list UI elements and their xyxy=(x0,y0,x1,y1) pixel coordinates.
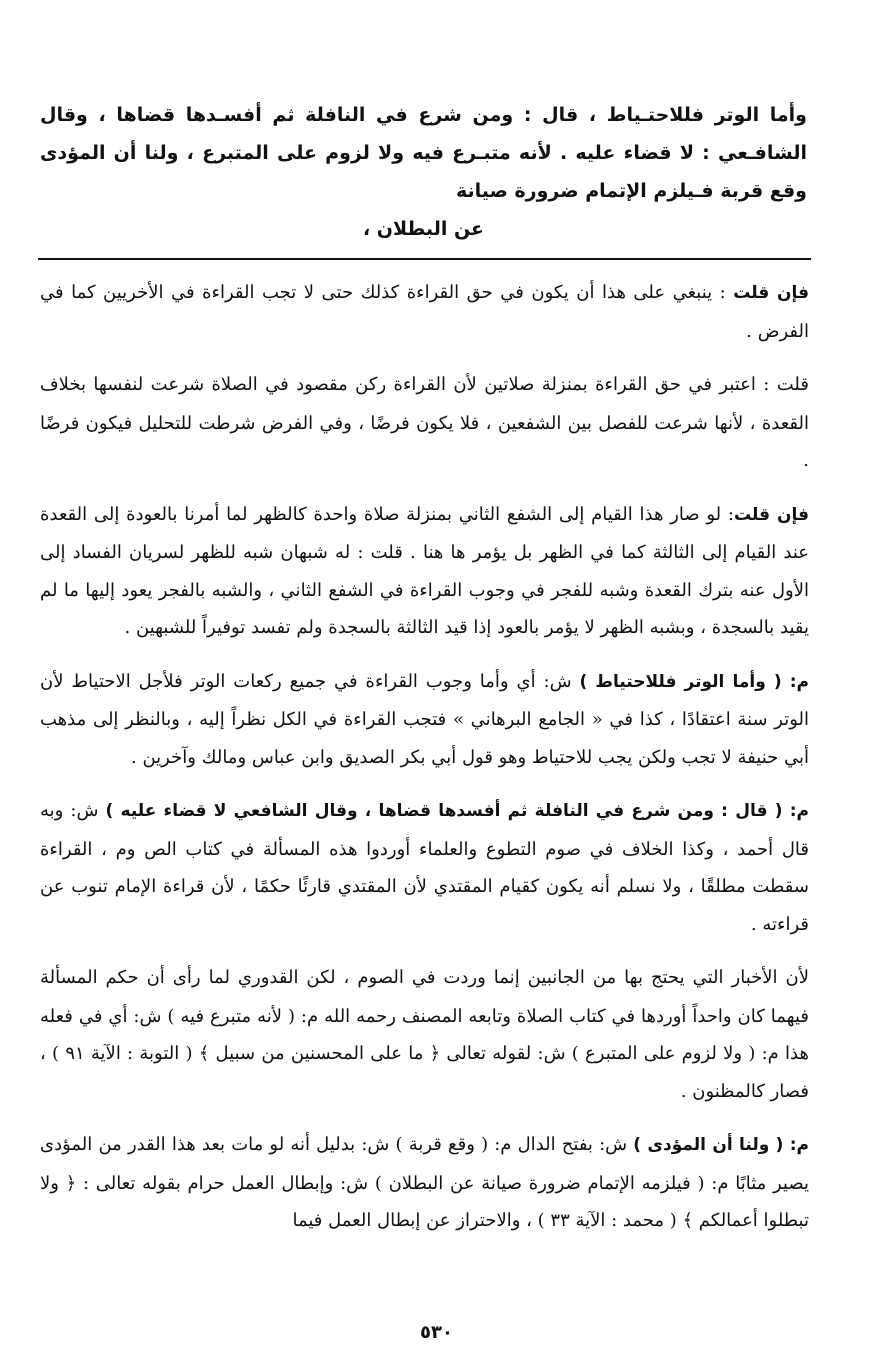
paragraph-text: لأن الأخبار التي يحتج بها من الجانبين إنما وردت في الصوم ، لكن القدوري لما رأى أن حكم المسألة فيهما كان واحداً أوردها في كتاب الصلاة وتابعه المصنف رحمه الله م: ( لأنه متبرع فيه ) ش: أي في فعله هذا م: ( ولا لزوم على المتبرع ) ش: لقوله تعالى ﴿ ما على المحسنين من سبيل ﴾ ( التوبة : الآية ٩١ ) ، فصار كالمظنون . xyxy=(40,967,809,1102)
paragraph-lead: م: ( قال : ومن شرع في النافلة ثم أفسدها قضاها ، وقال الشافعي لا قضاء عليه ) xyxy=(105,801,809,821)
paragraph-lead: م: ( ولنا أن المؤدى ) xyxy=(633,1135,809,1155)
paragraph-lead: فإن قلت xyxy=(733,283,809,303)
commentary-paragraph xyxy=(38,1126,811,1240)
commentary-paragraph xyxy=(38,792,811,943)
paragraph-text: : ينبغي على هذا أن يكون في حق القراءة كذلك حتى لا تجب القراءة في الأخريين كما في الفرض . xyxy=(40,282,809,342)
commentary-paragraph xyxy=(38,366,811,480)
paragraph-text: ش: وبه قال أحمد ، وكذا الخلاف في صوم التطوع والعلماء أوردوا هذه المسألة في كتاب الص وم ، القراءة سقطت مطلقًا ، ولا نسلم أنه يكون كقيام المقتدي لأن المقتدي قارئًا حكمًا ، لأن قراءة الإمام تنوب عن قراءته . xyxy=(40,800,809,935)
main-text-body: وأما الوتر فللاحتـياط ، قال : ومن شرع في النافلة ثم أفسـدها قضاها ، وقال الشافـعي : لا قضاء عليه . لأنه متبـرع فيه ولا لزوم على المتبرع ، ولنا أن المؤدى وقع قربة فـيلزم الإتمام ضرورة صيانة xyxy=(40,104,807,202)
paragraph-lead: م: ( وأما الوتر فللاحتياط ) xyxy=(579,671,809,692)
paragraph-text: قلت : اعتبر في حق القراءة بمنزلة صلاتين لأن القراءة ركن مقصود في الصلاة شرعت لنفسها بخلاف القعدة ، لأنها شرعت للفصل بين الشفعين ، فلا يكون فرضًا ، وفي الفرض شرطت للتحليل فيكون فرضًا . xyxy=(40,374,809,471)
book-page xyxy=(38,96,811,1356)
paragraph-text: ش: أي وأما وجوب القراءة في جميع ركعات الوتر فلأجل الاحتياط لأن الوتر سنة اعتقادًا ، كذا في « الجامع البرهاني » فتجب القراءة في الكل نظراً إليه ، وبالنظر إلى مذهب أبي حنيفة لا تجب ولكن يجب للاحتياط وهو قول أبي بكر الصديق وابن عباس ومالك وآخرين . xyxy=(40,670,809,768)
commentary-paragraph xyxy=(38,496,811,647)
commentary-paragraph xyxy=(38,274,811,350)
paragraph-text: : لو صار هذا القيام إلى الشفع الثاني بمنزلة صلاة واحدة كالظهر لما أمرنا بالعودة إلى القعدة عند القيام إلى الثالثة كما في الظهر بل يؤمر ها هنا . قلت : له شبهان شبه للظهر لسريان الفساد إلى الأول عنه بترك القعدة وشبه للفجر في وجوب القراءة في الشفع الثاني ، والشبه بالفجر يعود إليها ما لم يقيد بالسجدة ، وبشبه الظهر لا يؤمر بالعود إذا قيد الثالثة بالسجدة ولم تفسد توفيراً للشبهين . xyxy=(40,503,809,638)
main-text-last-line: عن البطلان ، xyxy=(362,218,485,240)
paragraph-lead: فإن قلت xyxy=(733,504,809,525)
page-number: ٥٣٠ xyxy=(420,1322,453,1343)
commentary-paragraph xyxy=(38,959,811,1110)
paragraph-text: ش: بفتح الدال م: ( وقع قربة ) ش: بدليل أنه لو مات بعد هذا القدر من المؤدى يصير مثابًا م: ( فيلزمه الإتمام ضرورة صيانة عن البطلان ) ش: وإبطال العمل حرام بقوله تعالى : ﴿ ولا تبطلوا أعمالكم ﴾ ( محمد : الآية ٣٣ ) ، والاحتراز عن إبطال العمل فيما xyxy=(40,1134,809,1231)
separator-rule xyxy=(38,258,811,260)
commentary-paragraph xyxy=(38,663,811,777)
main-text xyxy=(38,96,811,248)
